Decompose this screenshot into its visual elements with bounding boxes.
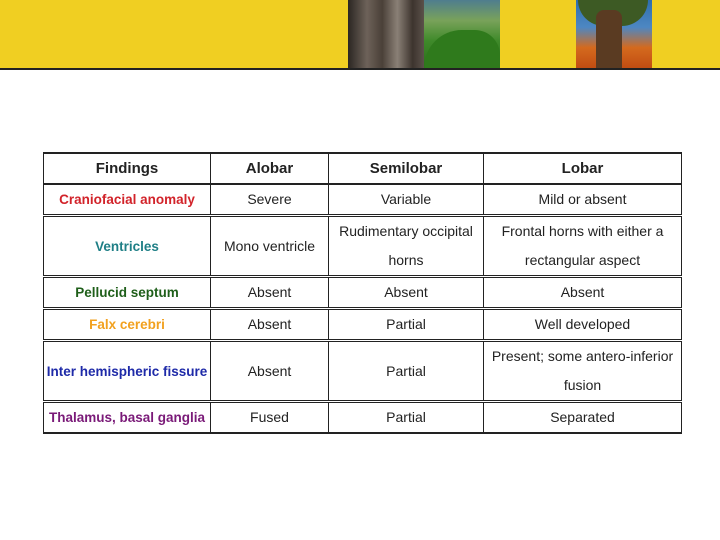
table-row <box>44 216 682 277</box>
lobar-cell: Mild or absent <box>484 184 682 216</box>
finding-cell: Pellucid septum <box>44 277 211 309</box>
table-row <box>44 402 682 434</box>
column-header-semilobar: Semilobar <box>329 153 484 184</box>
finding-cell: Inter hemispheric fissure <box>44 341 211 402</box>
semilobar-cell: Rudimentary occipital horns <box>329 216 484 277</box>
alobar-cell: Absent <box>211 309 329 341</box>
tree-trunk <box>596 10 622 68</box>
alobar-cell: Mono ventricle <box>211 216 329 277</box>
finding-cell: Ventricles <box>44 216 211 277</box>
lobar-cell: Absent <box>484 277 682 309</box>
table-row <box>44 341 682 402</box>
semilobar-cell: Partial <box>329 341 484 402</box>
column-header-lobar: Lobar <box>484 153 682 184</box>
findings-table <box>43 152 682 434</box>
lobar-cell: Present; some antero-inferior fusion <box>484 341 682 402</box>
stone-pillar-photo <box>348 0 424 68</box>
column-header-alobar: Alobar <box>211 153 329 184</box>
alobar-cell: Severe <box>211 184 329 216</box>
semilobar-cell: Partial <box>329 309 484 341</box>
finding-cell: Falx cerebri <box>44 309 211 341</box>
alobar-cell: Absent <box>211 277 329 309</box>
finding-cell: Craniofacial anomaly <box>44 184 211 216</box>
table-row <box>44 277 682 309</box>
semilobar-cell: Absent <box>329 277 484 309</box>
table-header-row <box>44 153 682 184</box>
lobar-cell: Separated <box>484 402 682 434</box>
header-divider <box>0 68 720 70</box>
table-row <box>44 309 682 341</box>
alobar-cell: Absent <box>211 341 329 402</box>
lobar-cell: Well developed <box>484 309 682 341</box>
semilobar-cell: Variable <box>329 184 484 216</box>
finding-cell: Thalamus, basal ganglia <box>44 402 211 434</box>
column-header-findings: Findings <box>44 153 211 184</box>
table-row <box>44 184 682 216</box>
alobar-cell: Fused <box>211 402 329 434</box>
semilobar-cell: Partial <box>329 402 484 434</box>
lobar-cell: Frontal horns with either a rectangular aspect <box>484 216 682 277</box>
